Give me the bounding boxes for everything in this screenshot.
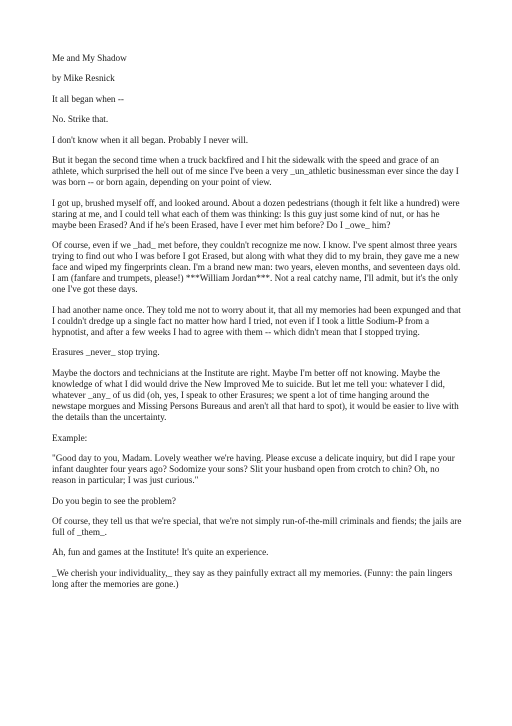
paragraph: Erasures _never_ stop trying. [52,347,160,358]
paragraph: Example: [52,432,88,443]
paragraph: Of course, even if we _had_ met before, they couldn't recognize me now. I know. I've spent almost three years trying to find out who I was before I got Erased, but along with what they did to my brain, they gave me a new face and wiped my fingerprints clean. I'm a brand new man: two years, eleven months, and seventeen days old. I am (fanfare and trumpets, please!) ***William Jordan***. Not a real catchy name, I'll admit, but it's the only one I've got these days. [52,240,461,295]
paragraph: "Good day to you, Madam. Lovely weather we're having. Please excuse a delicate inquiry, but did I rape your infant daughter four years ago? Sodomize your sons? Slit your husband open from crotch to chin? Oh, no reason in particular; I was just curious." [52,453,455,486]
paragraph: But it began the second time when a truck backfired and I hit the sidewalk with the speed and grace of an athlete, which surprised the hell out of me since I've been a very _un_athletic businessman ever since the day I was born -- or born again, depending on your point of view. [52,154,459,188]
paragraph: I don't know when it all began. Probably I never will. [52,134,249,145]
paragraph: I got up, brushed myself off, and looked around. About a dozen pedestrians (though it felt like a hundred) were staring at me, and I could tell what each of them was thinking: Is this guy just some kind of nut, or has he maybe been Erased? And if he's been Erased, have I ever met him before? Do I _owe_ him? [52,197,460,230]
paragraph: It all began when -- [52,93,124,104]
paragraph: Maybe the doctors and technicians at the Institute are right. Maybe I'm better off not knowing. Maybe the knowledge of what I did would drive the New Improved Me to suicide. But let me tell you: whatever I did, whatever _any_ of us did (oh, yes, I speak to other Erasures; we spent a lot of time hanging around the newstape morgues and Missing Persons Bureaus and aren't all that hard to spot), it would be easier to live with the details than the uncertainty. [52,367,459,423]
paragraph: I had another name once. They told me not to worry about it, that all my memories had been expunged and that I couldn't dredge up a single fact no matter how hard I tried, not even if I took a little Sodium-P from a hypnotist, and after a few weeks I had to agree with them -- which didn't mean that I stopped trying. [52,304,461,338]
story-title: Me and My Shadow [52,53,127,63]
paragraph: _We cherish your individuality,_ they say as they painfully extract all my memories. (Funny: the pain lingers long after the memories are gone.) [52,567,453,589]
paragraph: No. Strike that. [52,114,109,125]
paragraph: Do you begin to see the problem? [52,495,176,506]
story-byline: by Mike Resnick [52,73,115,84]
document-page [52,53,462,599]
paragraph: Ah, fun and games at the Institute! It's quite an experience. [52,547,269,558]
paragraph: Of course, they tell us that we're special, that we're not simply run-of-the-mill criminals and fiends; the jails are full of _them_. [52,515,462,538]
